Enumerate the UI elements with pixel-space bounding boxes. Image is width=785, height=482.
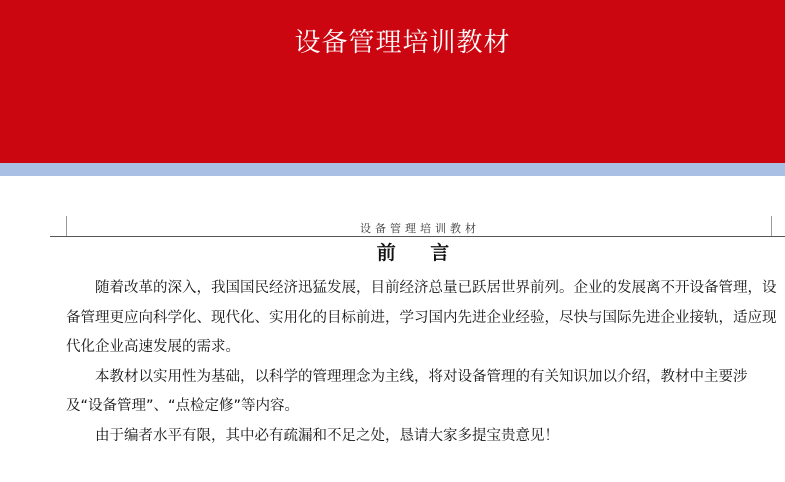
preface-title: 前 言 <box>376 242 464 264</box>
paragraph: 随着改革的深入，我国国民经济迅猛发展，目前经济总量已跃居世界前列。企业的发展离不开设备管理，设备管理更应向科学化、现代化、实用化的目标前进，学习国内先进企业经验，尽快与国际先进企业接轨，适应现代化企业高速发展的需求。 <box>66 280 777 355</box>
preface-body <box>66 274 778 451</box>
paragraph: 由于编者水平有限，其中必有疏漏和不足之处，恳请大家多提宝贵意见！ <box>95 427 559 444</box>
banner-stripe <box>0 163 785 176</box>
paragraph: 本教材以实用性为基础，以科学的管理理念为主线，将对设备管理的有关知识加以介绍，教材中主要涉及“设备管理”、“点检定修”等内容。 <box>66 368 748 414</box>
document-page <box>0 176 785 482</box>
title-banner <box>0 0 785 163</box>
running-header: 设备管理培训教材 <box>360 222 480 235</box>
banner-title: 设备管理培训教材 <box>294 28 511 58</box>
header-rule <box>50 236 785 237</box>
